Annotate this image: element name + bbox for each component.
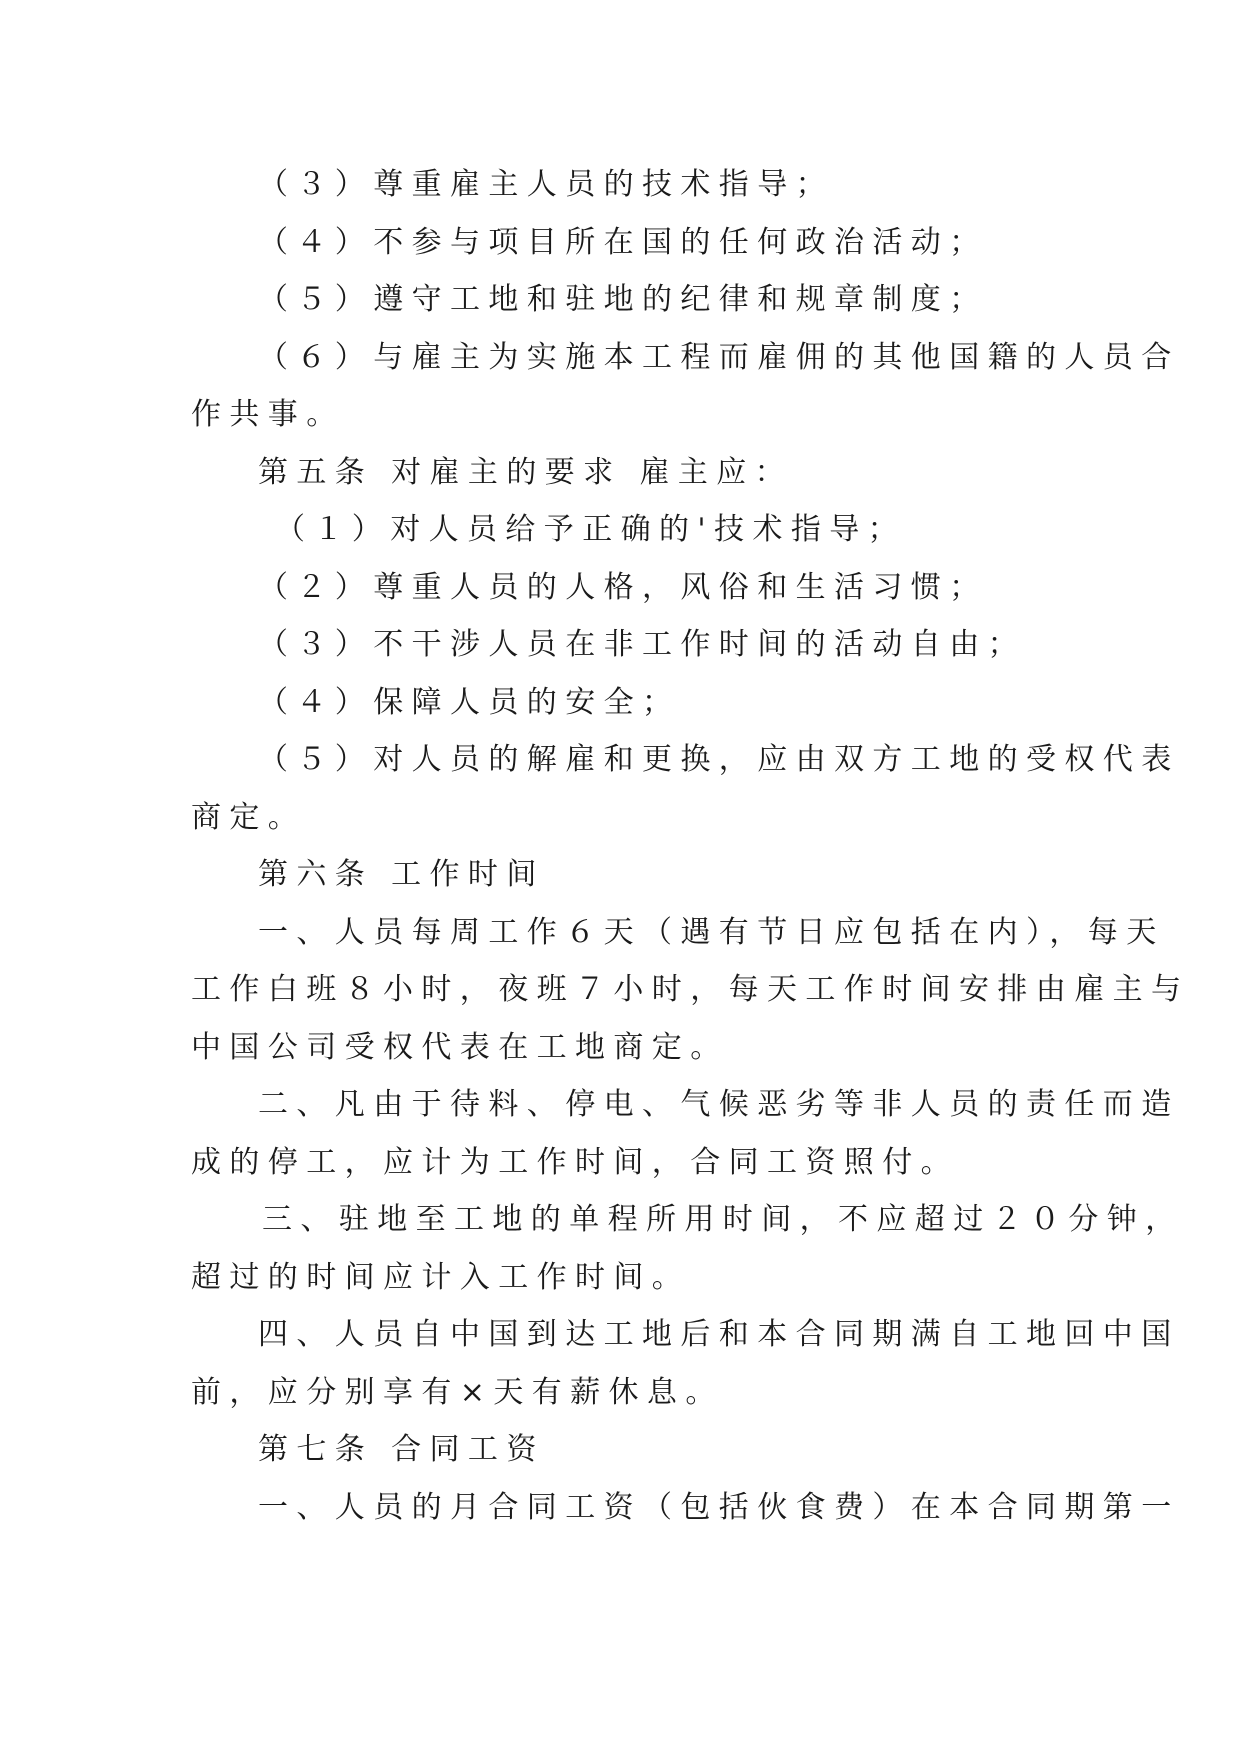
clause-6-para-1: 一、人员每周工作６天（遇有节日应包括在内），每天: [258, 915, 1165, 950]
clause-4-item-5: （５）遵守工地和驻地的纪律和规章制度；: [258, 282, 988, 317]
clause-6-para-1-cont-2: 中国公司受权代表在工地商定。: [191, 1030, 729, 1065]
clause-6-para-3: 三、驻地至工地的单程所用时间，不应超过２０分钟，: [262, 1202, 1184, 1237]
clause-6-para-2-cont: 成的停工，应计为工作时间，合同工资照付。: [191, 1145, 959, 1180]
clause-4-item-4: （４）不参与项目所在国的任何政治活动；: [258, 225, 988, 260]
clause-6-para-1-cont-1: 工作白班８小时，夜班７小时，每天工作时间安排由雇主与: [191, 972, 1190, 1007]
clause-5-heading: 第五条 对雇主的要求 雇主应：: [258, 455, 794, 490]
clause-6-heading: 第六条 工作时间: [258, 857, 545, 892]
clause-7-heading: 第七条 合同工资: [258, 1432, 545, 1467]
clause-5-item-5-cont: 商定。: [191, 800, 307, 835]
clause-5-item-4: （４）保障人员的安全；: [258, 685, 681, 720]
clause-6-para-2: 二、凡由于待料、停电、气候恶劣等非人员的责任而造: [258, 1087, 1180, 1122]
clause-4-item-6-cont: 作共事。: [191, 397, 345, 432]
clause-5-item-3: （３）不干涉人员在非工作时间的活动自由；: [258, 627, 1026, 662]
clause-5-item-2: （２）尊重人员的人格，风俗和生活习惯；: [258, 570, 988, 605]
clause-5-item-1: （１）对人员给予正确的'技术指导；: [275, 512, 907, 547]
clause-6-para-4: 四、人员自中国到达工地后和本合同期满自工地回中国: [258, 1317, 1180, 1352]
clause-5-item-5: （５）对人员的解雇和更换，应由双方工地的受权代表: [258, 742, 1180, 777]
clause-7-para-1: 一、人员的月合同工资（包括伙食费）在本合同期第一: [258, 1490, 1180, 1525]
clause-4-item-3: （３）尊重雇主人员的技术指导；: [258, 167, 834, 202]
clause-6-para-3-cont: 超过的时间应计入工作时间。: [191, 1260, 691, 1295]
clause-4-item-6: （６）与雇主为实施本工程而雇佣的其他国籍的人员合: [258, 340, 1180, 375]
clause-6-para-4-cont: 前，应分别享有×天有薪休息。: [191, 1375, 724, 1410]
